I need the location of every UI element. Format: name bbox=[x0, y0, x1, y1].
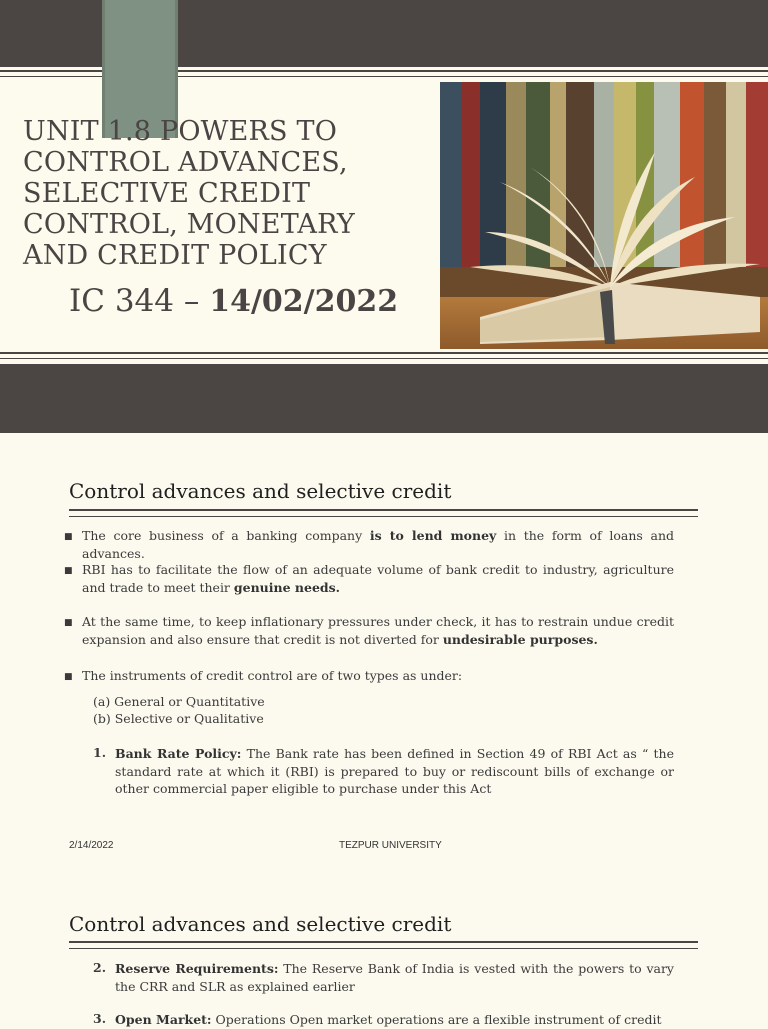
list-number: 1. bbox=[93, 745, 107, 760]
open-book-photo bbox=[440, 82, 768, 349]
bullet-text: RBI has to facilitate the flow of an adequate volume of bank credit to industry, agriculture and trade to meet their genuine needs. bbox=[82, 562, 674, 595]
list-number: 3. bbox=[93, 1011, 107, 1026]
bottom-band bbox=[0, 364, 768, 433]
bank-rate-policy-text: Bank Rate Policy: The Bank rate has been defined in Section 49 of RBI Act as “ the standard rate at which it (RBI) is prepared to buy or rediscount bills of exchange or other commercial paper eligible to purchase under this Act bbox=[115, 746, 674, 796]
course-code: IC 344 – bbox=[69, 283, 200, 319]
bottom-divider bbox=[0, 352, 768, 354]
list-number: 2. bbox=[93, 960, 107, 975]
reserve-requirements-text: Reserve Requirements: The Reserve Bank of India is vested with the powers to vary the CRR and SLR as explained earlier bbox=[115, 961, 674, 994]
title-slide bbox=[0, 0, 768, 433]
section-title: Control advances and selective credit bbox=[69, 912, 452, 936]
footer-organization: TEZPUR UNIVERSITY bbox=[339, 840, 442, 851]
open-market-text: Open Market: Operations Open market operations are a flexible instrument of credit bbox=[115, 1012, 662, 1027]
bullet-marker: ■ bbox=[64, 532, 73, 542]
content-slide bbox=[0, 433, 768, 1027]
title-underline bbox=[69, 941, 698, 949]
bullet-text: The instruments of credit control are of two types as under: bbox=[82, 668, 463, 683]
slide-title: UNIT 1.8 POWERS TO CONTROL ADVANCES, SELECTIVE CREDIT CONTROL, MONETARY AND CREDIT POLICY bbox=[23, 116, 355, 271]
bullet-marker: ■ bbox=[64, 618, 73, 628]
bullet-marker: ■ bbox=[64, 566, 73, 576]
lecture-date: 14/02/2022 bbox=[209, 284, 399, 319]
open-book-icon bbox=[440, 82, 768, 349]
section-title: Control advances and selective credit bbox=[69, 479, 452, 503]
credit-type-item: (a) General or Quantitative bbox=[93, 694, 265, 709]
bullet-text: The core business of a banking company is to lend money in the form of loans and advances. bbox=[82, 528, 674, 561]
bullet-marker: ■ bbox=[64, 672, 73, 682]
bullet-text: At the same time, to keep inflationary pressures under check, it has to restrain undue credit expansion and also ensure that credit is not diverted for undesirable purposes. bbox=[82, 614, 674, 647]
footer-date: 2/14/2022 bbox=[69, 840, 114, 851]
credit-type-item: (b) Selective or Qualitative bbox=[93, 711, 264, 726]
title-underline bbox=[69, 509, 698, 517]
slide-subtitle bbox=[69, 283, 398, 319]
bottom-divider-thin bbox=[0, 358, 768, 359]
